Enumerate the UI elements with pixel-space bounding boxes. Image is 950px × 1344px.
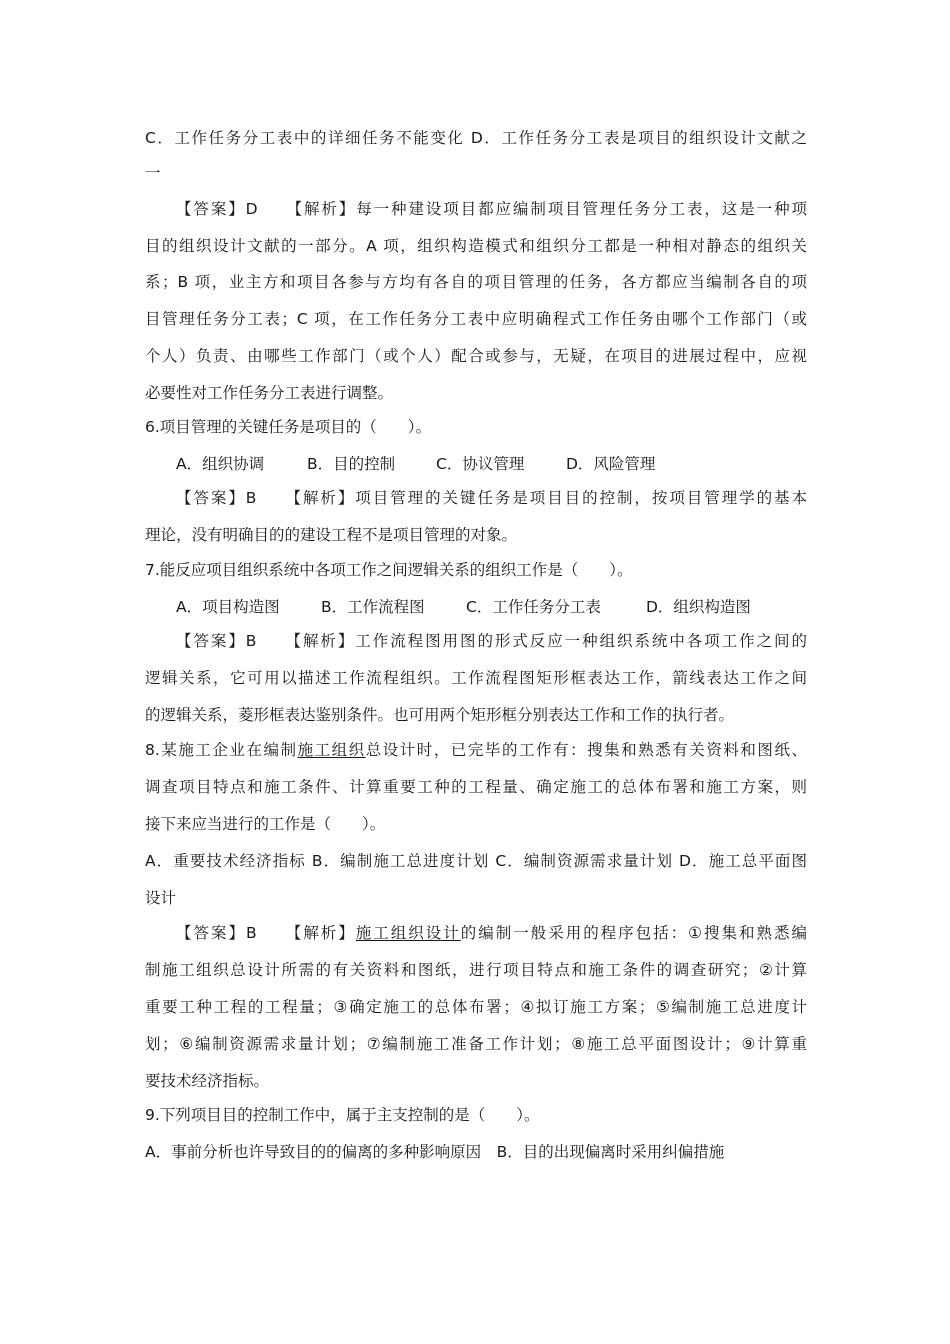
options-row [176, 454, 655, 474]
answer-line: 必要性对工作任务分工表进行调整。 [145, 384, 394, 402]
answer-line [176, 923, 807, 943]
question-stem: 6.项目管理的关键任务是项目的（ ）。 [145, 418, 432, 436]
answer-line: 的逻辑关系，菱形框表达鉴别条件。也可用两个矩形框分别表达工作和工作的执行者。 [145, 706, 735, 724]
question-stem [145, 740, 807, 760]
answer-line: 【答案】B 【解析】项目管理的关键任务是项目目的控制，按项目管理学的基本 [176, 489, 807, 507]
construction-design-link[interactable]: 施工组织设计 [355, 924, 461, 942]
options-row [176, 597, 751, 617]
answer-line: 逻辑关系，它可用以描述工作流程组织。工作流程图矩形框表达工作，箭线表达工作之间 [145, 669, 807, 687]
answer-line: 目管理任务分工表；C 项，在工作任务分工表中应明确程式工作任务由哪个工作部门（或 [145, 310, 807, 328]
question-stem-line: 调查项目特点和施工条件、计算重要工种的工程量、确定施工的总体布署和施工方案，则 [145, 778, 807, 796]
option-b: B．目的控制 [307, 455, 396, 473]
option-a: A．组织协调 [176, 455, 265, 473]
answer-line: 要技术经济指标。 [145, 1072, 270, 1090]
option-c: C．协议管理 [436, 455, 525, 473]
answer-line: 制施工组织总设计所需的有关资料和图纸，进行项目特点和施工条件的调查研究；②计算 [145, 961, 807, 979]
question-stem: 9.下列项目目的控制工作中，属于主支控制的是（ ）。 [145, 1106, 540, 1124]
construction-org-link[interactable]: 施工组织 [297, 741, 366, 759]
answer-label: 【答案】B 【解析】 [176, 924, 356, 942]
option-b: B．工作流程图 [321, 598, 425, 616]
answer-line: 【答案】D 【解析】每一种建设项目都应编制项目管理任务分工表，这是一种项 [176, 200, 807, 218]
stem-text: 8.某施工企业在编制 [145, 741, 298, 759]
option-line: C．工作任务分工表中的详细任务不能变化 D．工作任务分工表是项目的组织设计文献之 [145, 129, 807, 147]
answer-line: 目的组织设计文献的一部分。A 项，组织构造模式和组织分工都是一种相对静态的组织关 [145, 237, 807, 255]
option-c: C．工作任务分工表 [466, 598, 601, 616]
answer-line: 系；B 项，业主方和项目各参与方均有各自的项目管理的任务，各方都应当编制各自的项 [145, 273, 807, 291]
answer-line: 划；⑥编制资源需求量计划；⑦编制施工准备工作计划；⑧施工总平面图设计；⑨计算重 [145, 1035, 807, 1053]
options-line: A．事前分析也许导致目的的偏离的多种影响原因 B．目的出现偏离时采用纠偏措施 [145, 1143, 725, 1161]
answer-line: 重要工种工程的工程量；③确定施工的总体布署；④拟订施工方案；⑤编制施工总进度计 [145, 998, 807, 1016]
options-line: A．重要技术经济指标 B．编制施工总进度计划 C．编制资源需求量计划 D．施工总平面图 [145, 852, 807, 870]
answer-line: 理论，没有明确目的的建设工程不是项目管理的对象。 [145, 526, 518, 544]
answer-line: 个人）负责、由哪些工作部门（或个人）配合或参与，无疑，在项目的进展过程中，应视 [145, 347, 807, 365]
option-a: A．项目构造图 [176, 598, 280, 616]
option-d: D．组织构造图 [646, 598, 751, 616]
answer-text: 的编制一般采用的程序包括：①搜集和熟悉编 [460, 924, 807, 942]
question-stem-line: 接下来应当进行的工作是（ ）。 [145, 815, 386, 833]
option-d: D．风险管理 [566, 455, 656, 473]
answer-line: 【答案】B 【解析】工作流程图用图的形式反应一种组织系统中各项工作之间的 [176, 632, 807, 650]
question-stem: 7.能反应项目组织系统中各项工作之间逻辑关系的组织工作是（ ）。 [145, 561, 633, 579]
option-line-continued: 一 [145, 164, 161, 182]
options-line-continued: 设计 [145, 889, 177, 907]
stem-text: 总设计时，已完毕的工作有：搜集和熟悉有关资料和图纸、 [365, 741, 807, 759]
